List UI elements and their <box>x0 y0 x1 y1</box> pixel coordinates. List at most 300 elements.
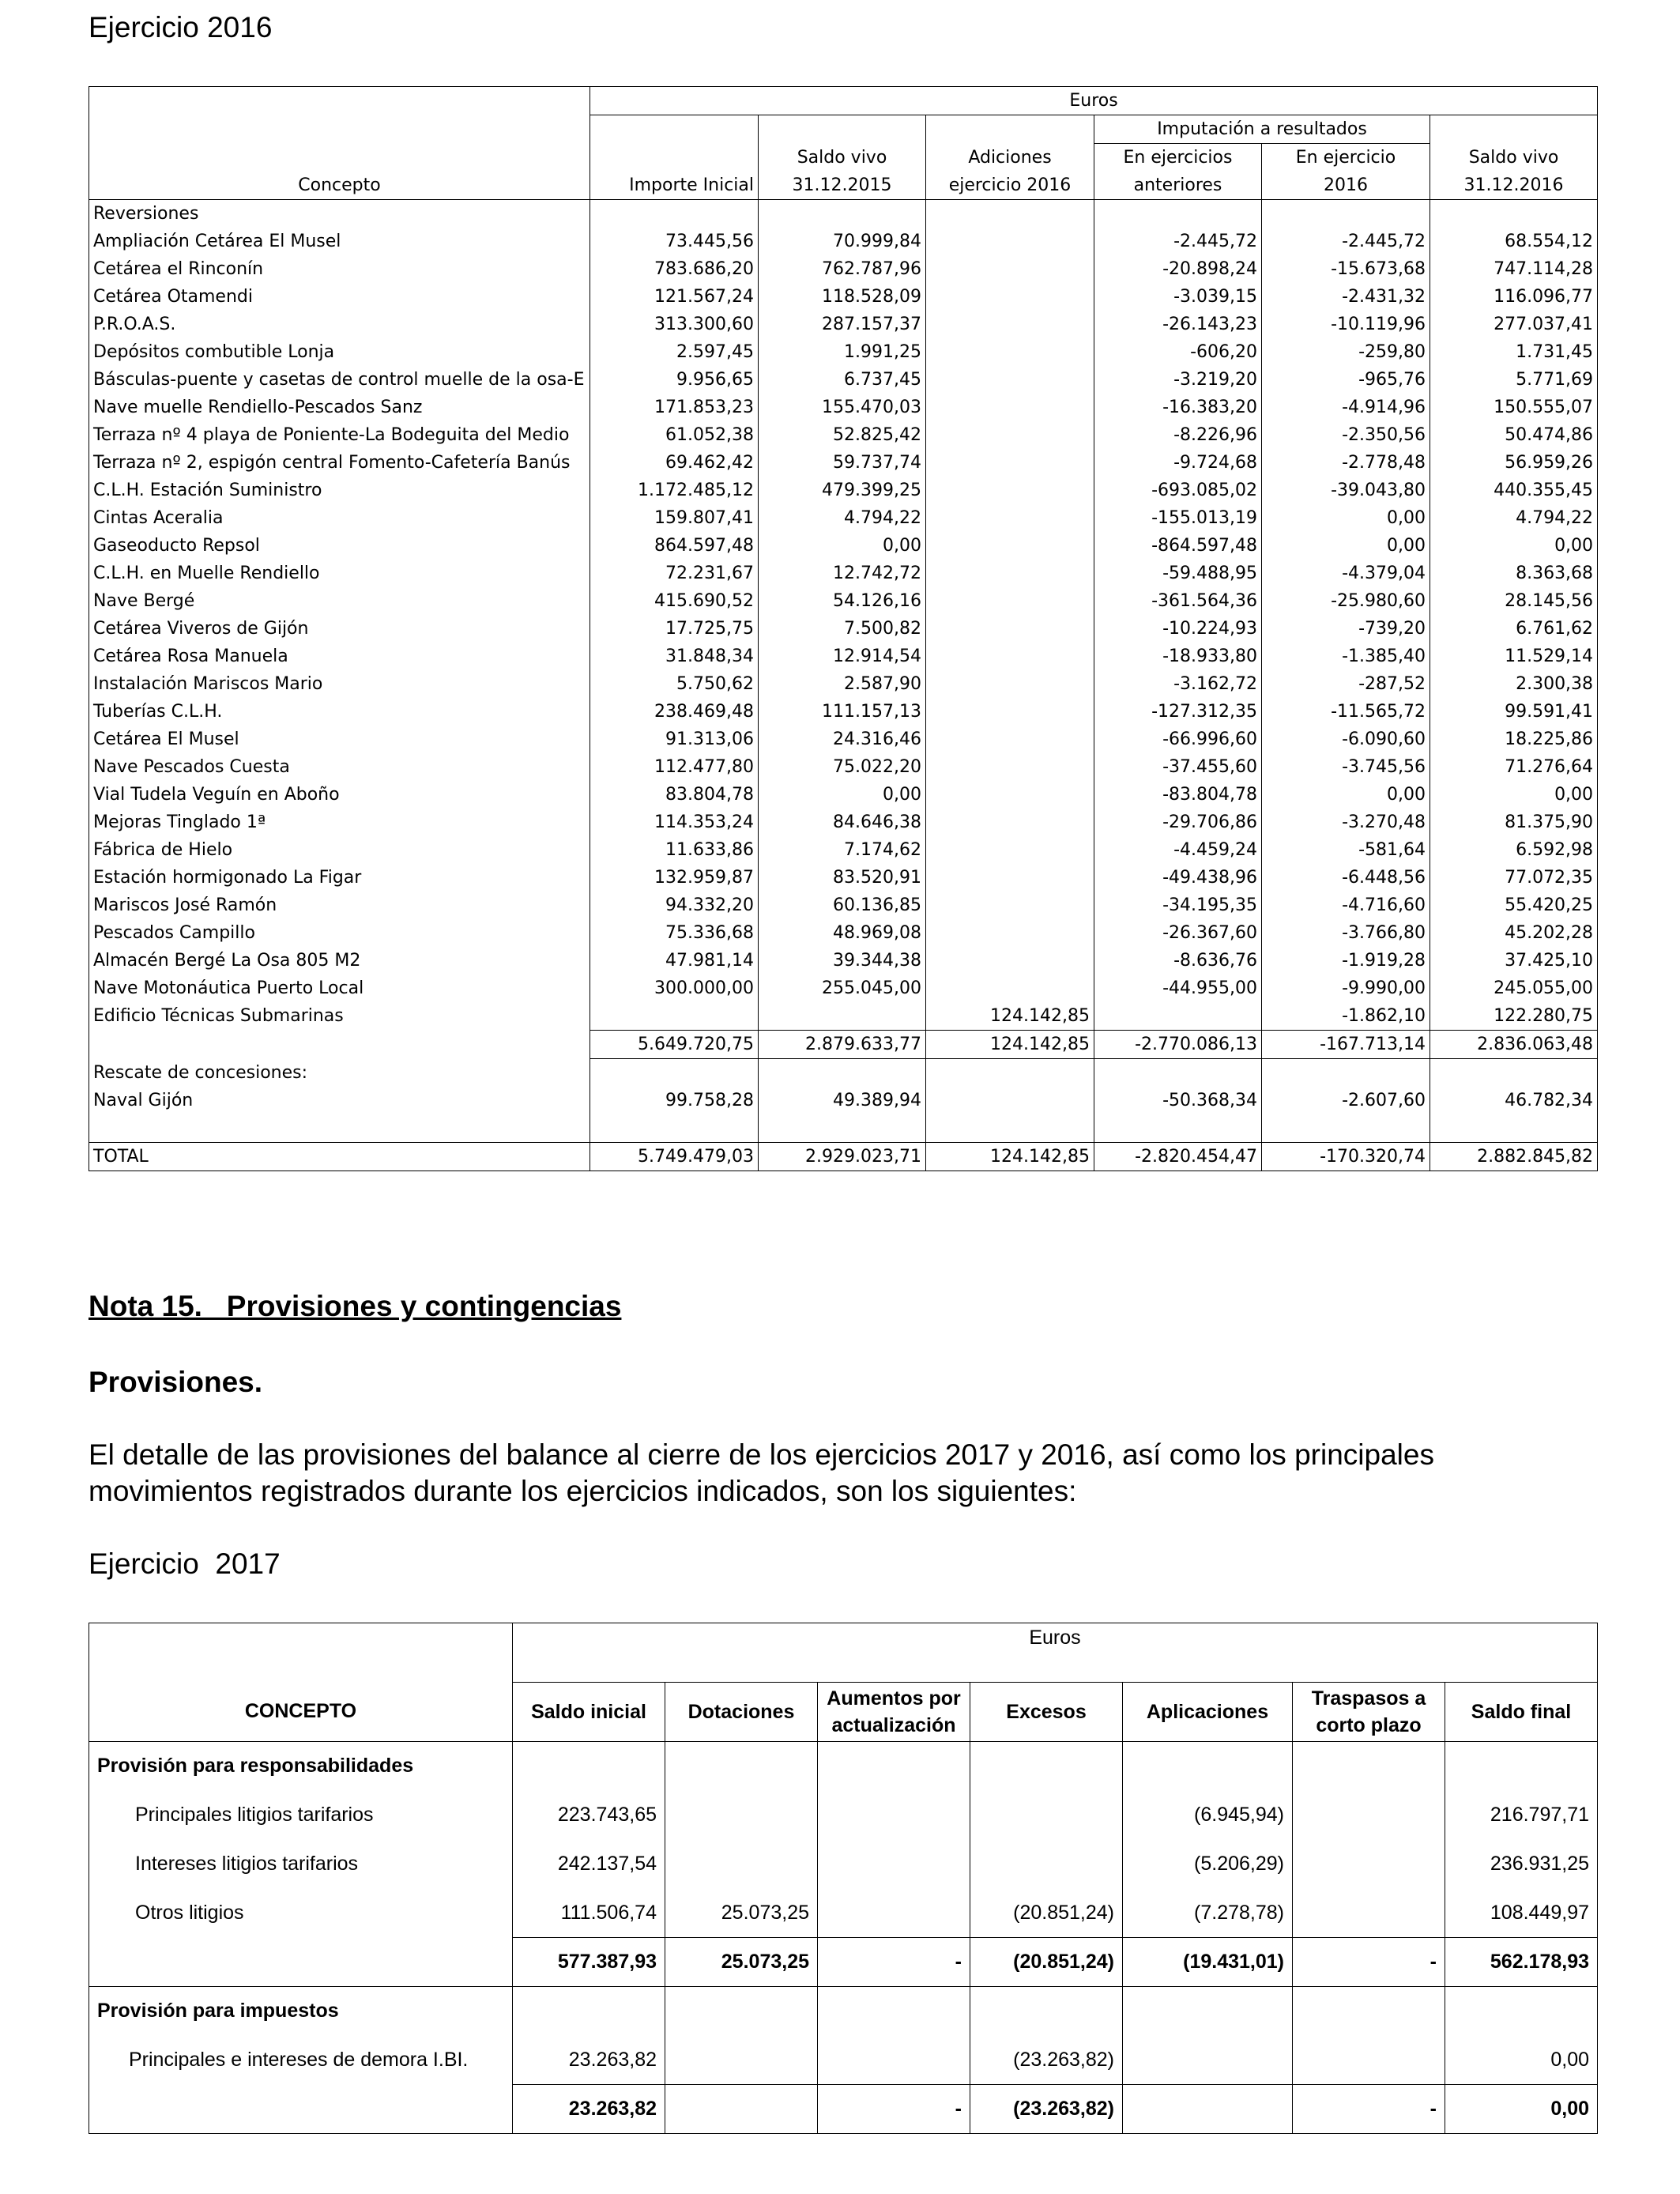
row-value: 52.825,42 <box>759 421 926 449</box>
table-row <box>89 560 1598 587</box>
row-value: -2.445,72 <box>1094 228 1262 255</box>
row-value: -4.379,04 <box>1262 560 1430 587</box>
header-saldo15-line1: Saldo vivo <box>759 144 926 172</box>
total-value: -170.320,74 <box>1262 1143 1430 1171</box>
provisiones-title: Provisiones. <box>89 1366 263 1398</box>
row-value: 114.353,24 <box>590 809 759 836</box>
row-value <box>926 781 1094 809</box>
row-value: 132.959,87 <box>590 864 759 892</box>
row-value: -9.724,68 <box>1094 449 1262 477</box>
row-value <box>926 587 1094 615</box>
row-value <box>926 974 1094 1002</box>
table-row <box>89 670 1598 698</box>
row-value <box>759 1002 926 1031</box>
row-value: -3.219,20 <box>1094 366 1262 394</box>
total-value: 2.929.023,71 <box>759 1143 926 1171</box>
row-value <box>926 809 1094 836</box>
row-label: P.R.O.A.S. <box>89 311 590 338</box>
header-saldo16-line2: 31.12.2016 <box>1430 172 1598 200</box>
table-amortizaciones-2016 <box>89 86 1598 1171</box>
row-value: -10.119,96 <box>1262 311 1430 338</box>
row-value: -2.431,32 <box>1262 283 1430 311</box>
row-label: Fábrica de Hielo <box>89 836 590 864</box>
table-row <box>89 1002 1598 1031</box>
row-value: -3.766,80 <box>1262 919 1430 947</box>
euros-header: Euros <box>590 87 1598 115</box>
row-label: Cetárea El Musel <box>89 726 590 753</box>
row-value <box>926 615 1094 643</box>
row-value: -10.224,93 <box>1094 615 1262 643</box>
header-importe-inicial: Importe Inicial <box>590 172 759 200</box>
row-value <box>926 504 1094 532</box>
row-value: -287,52 <box>1262 670 1430 698</box>
row-value <box>818 2036 970 2085</box>
row-value: 0,00 <box>1430 781 1598 809</box>
header-adiciones-line2: ejercicio 2016 <box>926 172 1094 200</box>
row-value: -4.716,60 <box>1262 892 1430 919</box>
row-value: -3.745,56 <box>1262 753 1430 781</box>
row-value: 91.313,06 <box>590 726 759 753</box>
row-value: 747.114,28 <box>1430 255 1598 283</box>
row-value: 0,00 <box>759 532 926 560</box>
row-value: -606,20 <box>1094 338 1262 366</box>
row-label: Otros litigios <box>89 1889 513 1938</box>
row-label: Naval Gijón <box>89 1087 590 1114</box>
row-value: 24.316,46 <box>759 726 926 753</box>
table-row <box>89 532 1598 560</box>
row-value: (20.851,24) <box>970 1889 1123 1938</box>
header-anteriores-line2: anteriores <box>1094 172 1262 200</box>
row-value: 12.914,54 <box>759 643 926 670</box>
row-value: -15.673,68 <box>1262 255 1430 283</box>
row-value: (6.945,94) <box>1123 1791 1293 1840</box>
row-value <box>590 1002 759 1031</box>
group-total-value: 577.387,93 <box>513 1938 665 1987</box>
row-value: (23.263,82) <box>970 2036 1123 2085</box>
row-value: 94.332,20 <box>590 892 759 919</box>
row-value: -1.862,10 <box>1262 1002 1430 1031</box>
group-total-value: (19.431,01) <box>1123 1938 1293 1987</box>
row-value: 245.055,00 <box>1430 974 1598 1002</box>
row-value: 17.725,75 <box>590 615 759 643</box>
row-value: -25.980,60 <box>1262 587 1430 615</box>
row-value: -1.919,28 <box>1262 947 1430 974</box>
row-value: 12.742,72 <box>759 560 926 587</box>
row-label: Gaseoducto Repsol <box>89 532 590 560</box>
row-value <box>665 1791 818 1840</box>
row-value: 783.686,20 <box>590 255 759 283</box>
row-value <box>818 1889 970 1938</box>
euros-header-2017: Euros <box>513 1623 1598 1683</box>
row-value <box>665 2036 818 2085</box>
row-value: 83.520,91 <box>759 864 926 892</box>
header-aumentos: Aumentos por actualización <box>818 1683 970 1742</box>
row-value: 50.474,86 <box>1430 421 1598 449</box>
table-row <box>89 974 1598 1002</box>
table-row <box>89 919 1598 947</box>
row-label: Cetárea Rosa Manuela <box>89 643 590 670</box>
provision-responsabilidades-label: Provisión para responsabilidades <box>89 1742 513 1791</box>
row-value: -83.804,78 <box>1094 781 1262 809</box>
row-label: Instalación Mariscos Mario <box>89 670 590 698</box>
header-concepto-2017: CONCEPTO <box>89 1683 513 1742</box>
header-saldo-final: Saldo final <box>1445 1683 1598 1742</box>
row-value: -2.445,72 <box>1262 228 1430 255</box>
row-value: -6.448,56 <box>1262 864 1430 892</box>
row-value: -8.226,96 <box>1094 421 1262 449</box>
row-value: 277.037,41 <box>1430 311 1598 338</box>
row-value: 255.045,00 <box>759 974 926 1002</box>
row-value: 8.363,68 <box>1430 560 1598 587</box>
table-row <box>89 947 1598 974</box>
group-total-value: 25.073,25 <box>665 1938 818 1987</box>
row-value: -6.090,60 <box>1262 726 1430 753</box>
row-value: 11.633,86 <box>590 836 759 864</box>
group-total-row <box>89 1938 1598 1987</box>
group-total-value: - <box>818 1938 970 1987</box>
row-value: -127.312,35 <box>1094 698 1262 726</box>
table-row <box>89 809 1598 836</box>
row-value: 84.646,38 <box>759 809 926 836</box>
row-value: 6.592,98 <box>1430 836 1598 864</box>
header-excesos: Excesos <box>970 1683 1123 1742</box>
total-row <box>89 1143 1598 1171</box>
row-value: -8.636,76 <box>1094 947 1262 974</box>
row-value <box>1123 2036 1293 2085</box>
row-value: 48.969,08 <box>759 919 926 947</box>
header-ejercicio-line1: En ejercicio <box>1262 144 1430 172</box>
table-row <box>89 753 1598 781</box>
subtotal-row <box>89 1031 1598 1059</box>
row-value <box>1293 2036 1445 2085</box>
row-value: -864.597,48 <box>1094 532 1262 560</box>
row-value: -50.368,34 <box>1094 1087 1262 1114</box>
row-value: -259,80 <box>1262 338 1430 366</box>
row-value <box>1293 1889 1445 1938</box>
row-label: Ampliación Cetárea El Musel <box>89 228 590 255</box>
row-value: 2.300,38 <box>1430 670 1598 698</box>
row-value: -16.383,20 <box>1094 394 1262 421</box>
table-row <box>89 892 1598 919</box>
row-value: 0,00 <box>1262 504 1430 532</box>
table-row <box>89 1840 1598 1889</box>
row-value <box>926 477 1094 504</box>
row-value: 216.797,71 <box>1445 1791 1598 1840</box>
row-label: Estación hormigonado La Figar <box>89 864 590 892</box>
row-value: 1.991,25 <box>759 338 926 366</box>
row-value: 71.276,64 <box>1430 753 1598 781</box>
table-row <box>89 504 1598 532</box>
row-value: -581,64 <box>1262 836 1430 864</box>
header-ejercicio-line2: 2016 <box>1262 172 1430 200</box>
row-label: Depósitos combutible Lonja <box>89 338 590 366</box>
row-value: 122.280,75 <box>1430 1002 1598 1031</box>
row-value: 72.231,67 <box>590 560 759 587</box>
row-value: -37.455,60 <box>1094 753 1262 781</box>
row-value: 60.136,85 <box>759 892 926 919</box>
provision-impuestos <box>89 1987 1598 2036</box>
table-row <box>89 477 1598 504</box>
row-value: 55.420,25 <box>1430 892 1598 919</box>
row-value: 108.449,97 <box>1445 1889 1598 1938</box>
row-value <box>926 1087 1094 1114</box>
row-value: 1.731,45 <box>1430 338 1598 366</box>
row-label: Mejoras Tinglado 1ª <box>89 809 590 836</box>
row-value <box>926 421 1094 449</box>
row-value <box>970 1791 1123 1840</box>
row-value: -49.438,96 <box>1094 864 1262 892</box>
row-value: 99.758,28 <box>590 1087 759 1114</box>
table-row <box>89 421 1598 449</box>
row-value: -693.085,02 <box>1094 477 1262 504</box>
row-value: 159.807,41 <box>590 504 759 532</box>
row-label: Vial Tudela Veguín en Aboño <box>89 781 590 809</box>
header-saldo-inicial: Saldo inicial <box>513 1683 665 1742</box>
row-value <box>926 394 1094 421</box>
row-value: 479.399,25 <box>759 477 926 504</box>
row-value: 9.956,65 <box>590 366 759 394</box>
row-value: 31.848,34 <box>590 643 759 670</box>
table-row <box>89 255 1598 283</box>
row-value: 2.587,90 <box>759 670 926 698</box>
table-row <box>89 836 1598 864</box>
row-value: 415.690,52 <box>590 587 759 615</box>
table-row <box>89 283 1598 311</box>
row-value: 287.157,37 <box>759 311 926 338</box>
table-row <box>89 338 1598 366</box>
row-value: 0,00 <box>1262 532 1430 560</box>
row-value <box>926 228 1094 255</box>
row-value: -39.043,80 <box>1262 477 1430 504</box>
row-label: Cetárea el Rinconín <box>89 255 590 283</box>
header-adiciones-line1: Adiciones <box>926 144 1094 172</box>
total-value: 2.882.845,82 <box>1430 1143 1598 1171</box>
naval-gijon-row <box>89 1087 1598 1114</box>
row-value: -4.459,24 <box>1094 836 1262 864</box>
table-row <box>89 781 1598 809</box>
row-value: -18.933,80 <box>1094 643 1262 670</box>
row-value: -20.898,24 <box>1094 255 1262 283</box>
section-heading-ejercicio-2017: Ejercicio 2017 <box>89 1547 281 1580</box>
row-label: Terraza nº 2, espigón central Fomento-Cafetería Banús <box>89 449 590 477</box>
row-value: 5.771,69 <box>1430 366 1598 394</box>
row-value: 6.761,62 <box>1430 615 1598 643</box>
row-value: 25.073,25 <box>665 1889 818 1938</box>
row-label: Nave Bergé <box>89 587 590 615</box>
row-value: 46.782,34 <box>1430 1087 1598 1114</box>
row-value <box>926 726 1094 753</box>
row-value: -3.270,48 <box>1262 809 1430 836</box>
row-label: Nave muelle Rendiello-Pescados Sanz <box>89 394 590 421</box>
row-label: Mariscos José Ramón <box>89 892 590 919</box>
table-row <box>89 1791 1598 1840</box>
table-row <box>89 228 1598 255</box>
row-label: Terraza nº 4 playa de Poniente-La Bodeguita del Medio <box>89 421 590 449</box>
subtotal-value: -167.713,14 <box>1262 1031 1430 1059</box>
table-row <box>89 587 1598 615</box>
row-label: Principales litigios tarifarios <box>89 1791 513 1840</box>
row-value: -2.778,48 <box>1262 449 1430 477</box>
table-row <box>89 643 1598 670</box>
row-value: 118.528,09 <box>759 283 926 311</box>
row-value <box>926 449 1094 477</box>
row-value <box>926 532 1094 560</box>
row-label: Edificio Técnicas Submarinas <box>89 1002 590 1031</box>
row-value: 124.142,85 <box>926 1002 1094 1031</box>
table-row <box>89 698 1598 726</box>
reversiones-label: Reversiones <box>89 200 590 228</box>
table-row <box>89 449 1598 477</box>
header-anteriores-line1: En ejercicios <box>1094 144 1262 172</box>
row-value <box>926 753 1094 781</box>
row-value: 81.375,90 <box>1430 809 1598 836</box>
table-row <box>89 1889 1598 1938</box>
row-label: C.L.H. Estación Suministro <box>89 477 590 504</box>
row-label: Almacén Bergé La Osa 805 M2 <box>89 947 590 974</box>
subtotal-value: 2.879.633,77 <box>759 1031 926 1059</box>
table-row <box>89 864 1598 892</box>
row-value: -2.350,56 <box>1262 421 1430 449</box>
row-value: 238.469,48 <box>590 698 759 726</box>
row-value: 47.981,14 <box>590 947 759 974</box>
header-dotaciones: Dotaciones <box>665 1683 818 1742</box>
row-value: 5.750,62 <box>590 670 759 698</box>
row-value: 111.506,74 <box>513 1889 665 1938</box>
row-value: 70.999,84 <box>759 228 926 255</box>
row-value: 313.300,60 <box>590 311 759 338</box>
row-label: Cetárea Viveros de Gijón <box>89 615 590 643</box>
row-value <box>926 366 1094 394</box>
row-value <box>926 892 1094 919</box>
header-saldo16-line1: Saldo vivo <box>1430 144 1598 172</box>
row-value: 111.157,13 <box>759 698 926 726</box>
row-label: Tuberías C.L.H. <box>89 698 590 726</box>
row-value: 54.126,16 <box>759 587 926 615</box>
row-value: 99.591,41 <box>1430 698 1598 726</box>
imputacion-header: Imputación a resultados <box>1094 115 1430 144</box>
row-value <box>665 1840 818 1889</box>
table-provisiones-2017 <box>89 1623 1598 2134</box>
row-label: Principales e intereses de demora I.BI. <box>89 2036 513 2085</box>
total-value: -2.820.454,47 <box>1094 1143 1262 1171</box>
header-traspasos: Traspasos a corto plazo <box>1293 1683 1445 1742</box>
provision-impuestos-label: Provisión para impuestos <box>89 1987 513 2036</box>
subtotal-value: 124.142,85 <box>926 1031 1094 1059</box>
row-label: Nave Pescados Cuesta <box>89 753 590 781</box>
row-value: 121.567,24 <box>590 283 759 311</box>
row-value <box>1094 1002 1262 1031</box>
header-aplicaciones: Aplicaciones <box>1123 1683 1293 1742</box>
row-value: 39.344,38 <box>759 947 926 974</box>
row-value: -965,76 <box>1262 366 1430 394</box>
row-value: 18.225,86 <box>1430 726 1598 753</box>
row-value: 68.554,12 <box>1430 228 1598 255</box>
row-label: Cetárea Otamendi <box>89 283 590 311</box>
section-heading-ejercicio-2016: Ejercicio 2016 <box>89 11 273 43</box>
group-total-value: 23.263,82 <box>513 2085 665 2134</box>
row-value: -3.162,72 <box>1094 670 1262 698</box>
table-row <box>89 366 1598 394</box>
intro-paragraph: El detalle de las provisiones del balance al cierre de los ejercicios 2017 y 2016, así como los principales movimientos registrados durante los ejercicios indicados, son los siguientes: <box>89 1438 1434 1507</box>
row-label: Pescados Campillo <box>89 919 590 947</box>
table-row <box>89 394 1598 421</box>
row-value: 223.743,65 <box>513 1791 665 1840</box>
row-value: -29.706,86 <box>1094 809 1262 836</box>
row-value: 7.174,62 <box>759 836 926 864</box>
row-value: 59.737,74 <box>759 449 926 477</box>
row-value <box>926 947 1094 974</box>
row-label: C.L.H. en Muelle Rendiello <box>89 560 590 587</box>
row-value: -2.607,60 <box>1262 1087 1430 1114</box>
row-value: -4.914,96 <box>1262 394 1430 421</box>
total-label: TOTAL <box>89 1143 590 1171</box>
row-value <box>926 643 1094 670</box>
row-value: 440.355,45 <box>1430 477 1598 504</box>
row-value: -66.996,60 <box>1094 726 1262 753</box>
row-value: (7.278,78) <box>1123 1889 1293 1938</box>
row-value: 0,00 <box>1430 532 1598 560</box>
header-concepto: Concepto <box>89 172 590 200</box>
group-total-value: 0,00 <box>1445 2085 1598 2134</box>
row-value: -739,20 <box>1262 615 1430 643</box>
row-value: 4.794,22 <box>1430 504 1598 532</box>
row-value: 1.172.485,12 <box>590 477 759 504</box>
row-value <box>926 338 1094 366</box>
row-value <box>1293 1840 1445 1889</box>
group-total-value: (23.263,82) <box>970 2085 1123 2134</box>
row-value: -155.013,19 <box>1094 504 1262 532</box>
row-value: 75.022,20 <box>759 753 926 781</box>
row-value <box>926 919 1094 947</box>
row-value: 6.737,45 <box>759 366 926 394</box>
row-value: -26.367,60 <box>1094 919 1262 947</box>
row-value: 11.529,14 <box>1430 643 1598 670</box>
row-value <box>818 1840 970 1889</box>
row-value: 75.336,68 <box>590 919 759 947</box>
row-value <box>926 283 1094 311</box>
row-value: 171.853,23 <box>590 394 759 421</box>
row-value: 762.787,96 <box>759 255 926 283</box>
row-value <box>926 836 1094 864</box>
row-value: -59.488,95 <box>1094 560 1262 587</box>
row-label: Intereses litigios tarifarios <box>89 1840 513 1889</box>
header-saldo15-line2: 31.12.2015 <box>759 172 926 200</box>
table-row <box>89 726 1598 753</box>
row-value: -11.565,72 <box>1262 698 1430 726</box>
row-value: (5.206,29) <box>1123 1840 1293 1889</box>
row-value: 23.263,82 <box>513 2036 665 2085</box>
row-value: 0,00 <box>759 781 926 809</box>
row-value: 45.202,28 <box>1430 919 1598 947</box>
row-value: 116.096,77 <box>1430 283 1598 311</box>
rescate-row <box>89 1059 1598 1088</box>
group-total-value: - <box>1293 2085 1445 2134</box>
row-value <box>926 255 1094 283</box>
subtotal-value: -2.770.086,13 <box>1094 1031 1262 1059</box>
row-value: 0,00 <box>1445 2036 1598 2085</box>
row-value: 242.137,54 <box>513 1840 665 1889</box>
table-row <box>89 615 1598 643</box>
row-value: 56.959,26 <box>1430 449 1598 477</box>
row-value: -3.039,15 <box>1094 283 1262 311</box>
subtotal-value: 2.836.063,48 <box>1430 1031 1598 1059</box>
row-value <box>926 698 1094 726</box>
row-value: 49.389,94 <box>759 1087 926 1114</box>
row-value: 112.477,80 <box>590 753 759 781</box>
row-value: -26.143,23 <box>1094 311 1262 338</box>
total-value: 124.142,85 <box>926 1143 1094 1171</box>
row-value: -9.990,00 <box>1262 974 1430 1002</box>
